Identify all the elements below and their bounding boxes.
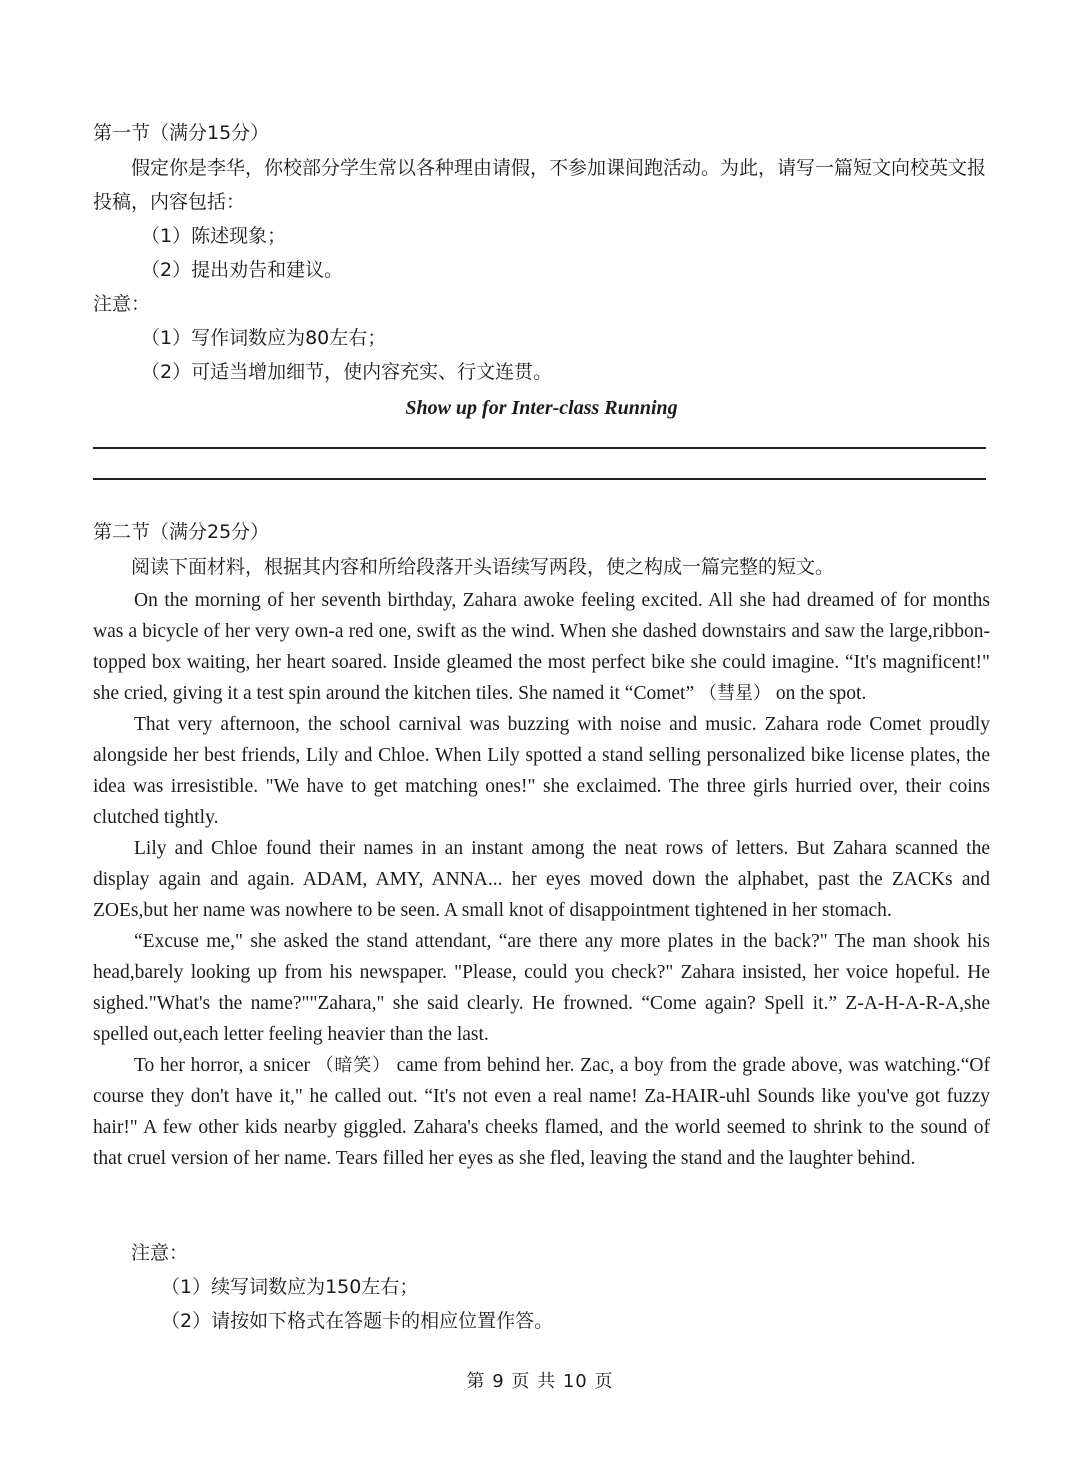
story-passage	[93, 585, 990, 1174]
section2-note-label: 注意：	[131, 1242, 189, 1264]
answer-line	[93, 447, 986, 449]
section1-title: 第一节（满分15分）	[93, 122, 270, 144]
story-paragraph: “Excuse me," she asked the stand attendant, “are there any more plates in the back?" The man shook his head,barely looking up from his newspaper. "Please, could you check?" Zahara insisted, her voice hopeful. He sighed."What's the name?""Zahara," she said clearly. He frowned. “Come again? Spell it.” Z-A-H-A-R-A,she spelled out,each letter feeling heavier than the last.	[93, 931, 990, 1045]
section1-note-item: （2）可适当增加细节，使内容充实、行文连贯。	[141, 361, 553, 383]
essay-title: Show up for Inter-class Running	[405, 397, 678, 419]
section1-content-item: （2）提出劝告和建议。	[141, 259, 344, 281]
story-paragraph: Lily and Chloe found their names in an instant among the neat rows of letters. But Zahara scanned the display again and again. ADAM, AMY, ANNA... her eyes moved down the alphabet, past the ZACKs and ZOEs,but her name was nowhere to be seen. A small knot of disappointment tightened in her stomach.	[93, 838, 990, 921]
section2-title: 第二节（满分25分）	[93, 521, 270, 543]
story-paragraph: That very afternoon, the school carnival was buzzing with noise and music. Zahara rode Comet proudly alongside her best friends, Lily and Chloe. When Lily spotted a stand selling personalized bike license plates, the idea was irresistible. "We have to get matching ones!" she exclaimed. The three girls hurried over, their coins clutched tightly.	[93, 714, 990, 828]
story-paragraph: On the morning of her seventh birthday, Zahara awoke feeling excited. All she had dreamed of for months was a bicycle of her very own-a red one, swift as the wind. When she dashed downstairs and saw the large,ribbon-topped box waiting, her heart soared. Inside gleamed the most perfect bike she could imagine. “It's magnificent!" she cried, giving it a test spin around the kitchen tiles. She named it “Comet” （彗星） on the spot.	[93, 590, 990, 704]
section1-prompt: 假定你是李华，你校部分学生常以各种理由请假，不参加课间跑活动。为此，请写一篇短文向校英文报投稿，内容包括：	[93, 157, 987, 213]
section2-notes	[93, 1236, 990, 1338]
section1-content-item: （1）陈述现象；	[141, 225, 287, 247]
section2-instruction: 阅读下面材料，根据其内容和所给段落开头语续写两段，使之构成一篇完整的短文。	[131, 556, 835, 578]
answer-line	[93, 478, 986, 480]
section1-note-item: （1）写作词数应为80左右；	[141, 327, 387, 349]
page-number: 第 9 页 共 10 页	[466, 1371, 614, 1392]
section1-body	[93, 151, 990, 389]
section1-note-label: 注意：	[93, 293, 151, 315]
gloss: （彗星）	[699, 683, 771, 704]
section2-note-item: （1）续写词数应为150左右；	[161, 1276, 419, 1298]
story-paragraph: To her horror, a snicer （暗笑） came from behind her. Zac, a boy from the grade above, was watching.“Of course they don't have it," he called out. “It's not even a real name! Za-HAIR-uhl Sounds like you've got fuzzy hair!" A few other kids nearby giggled. Zahara's cheeks flamed, and the world seemed to shrink to the sound of that cruel version of her name. Tears filled her eyes as she fled, leaving the stand and the laughter behind.	[93, 1055, 991, 1169]
section2-note-item: （2）请按如下格式在答题卡的相应位置作答。	[161, 1310, 554, 1332]
gloss: （暗笑）	[315, 1055, 391, 1076]
